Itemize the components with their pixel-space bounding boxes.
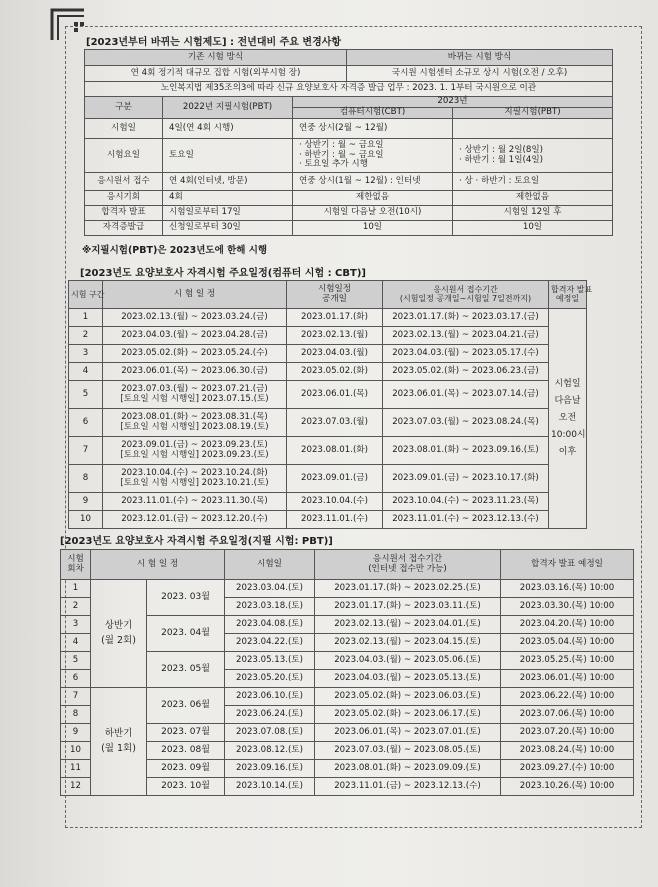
exam-date-cell — [103, 409, 287, 437]
col-2022-header: 2022년 지필시험(PBT) — [163, 97, 293, 119]
pbt-footnote: ※지필시험(PBT)은 2023년도에 한해 시행 — [82, 245, 268, 256]
cbt-open-header-line: 공개일 — [322, 293, 347, 304]
exam-date-cell — [103, 327, 287, 345]
exam-date-cell: 2023.08.12.(토) — [225, 742, 315, 760]
pbt-apply-header — [315, 550, 501, 580]
apply-period-cell: 2023.08.01.(화) ~ 2023.09.16.(토) — [383, 437, 549, 465]
cbt-apply-header — [383, 281, 549, 309]
apply-period-cell: 2023.02.13.(월) ~ 2023.04.15.(토) — [315, 634, 501, 652]
comparison-table — [84, 96, 613, 236]
exam-date-cell — [103, 381, 287, 409]
pbt-round-header — [61, 550, 91, 580]
apply-period-cell: 2023.06.01.(목) ~ 2023.07.01.(토) — [315, 724, 501, 742]
month-cell: 2023. 07월 — [147, 724, 225, 742]
apply-period-cell: 2023.11.01.(금) ~ 2023.12.13.(수) — [315, 778, 501, 796]
open-date-cell: 2023.04.03.(월) — [287, 345, 383, 363]
cbt-result-header-line: 예정일 — [555, 293, 580, 303]
result-date-cell: 2023.07.06.(목) 10:00 — [501, 706, 634, 724]
table-row — [69, 381, 587, 409]
round-cell: 4 — [69, 363, 103, 381]
table-row — [69, 437, 587, 465]
apply-period-cell: 2023.11.01.(수) ~ 2023.12.13.(수) — [383, 511, 549, 529]
old-method-header: 기존 시험 방식 — [85, 50, 347, 66]
cell-cbt: 제한없음 — [293, 191, 453, 206]
section3-title: [2023년도 요양보호사 자격시험 주요일정(지필 시험: PBT)] — [60, 536, 333, 547]
saturday-exam-note: [토요일 시험 시행일] 2023.10.21.(토) — [120, 477, 269, 488]
cell-2022: 4일(연 4회 시행) — [163, 119, 293, 139]
table-row — [61, 616, 634, 634]
cbt-apply-header-line: (시험일정 공개일~시험일 7일전까지) — [399, 293, 532, 303]
cell-cbt: 10일 — [293, 221, 453, 236]
apply-period-cell: 2023.04.03.(월) ~ 2023.05.17.(수) — [383, 345, 549, 363]
cell-2022: 연 4회(인터넷, 방문) — [163, 173, 293, 191]
cell-cbt: 연중 상시(1월 ~ 12월) : 인터넷 — [293, 173, 453, 191]
month-cell: 2023. 06월 — [147, 688, 225, 724]
open-date-cell: 2023.08.01.(화) — [287, 437, 383, 465]
half-year-frequency: (월 1회) — [101, 742, 136, 754]
half-year-frequency: (월 2회) — [101, 634, 136, 646]
table-row — [69, 493, 587, 511]
round-cell: 3 — [69, 345, 103, 363]
round-cell: 8 — [69, 465, 103, 493]
result-text-line: 다음날 — [554, 395, 581, 406]
pbt-apply-header-line: 응시원서 접수기간 — [372, 554, 443, 565]
result-date-cell: 2023.08.24.(목) 10:00 — [501, 742, 634, 760]
cell-cbt: 시험일 다음날 오전(10시) — [293, 206, 453, 221]
round-cell: 3 — [61, 616, 91, 634]
table-row — [69, 511, 587, 529]
apply-period-cell: 2023.01.17.(화) ~ 2023.02.25.(토) — [315, 580, 501, 598]
apply-period-cell: 2023.09.01.(금) ~ 2023.10.17.(화) — [383, 465, 549, 493]
exam-date-cell: 2023.06.10.(토) — [225, 688, 315, 706]
round-cell: 2 — [69, 327, 103, 345]
apply-period-cell: 2023.04.03.(월) ~ 2023.05.06.(토) — [315, 652, 501, 670]
apply-period-cell: 2023.08.01.(화) ~ 2023.09.09.(토) — [315, 760, 501, 778]
open-date-cell: 2023.07.03.(월) — [287, 409, 383, 437]
round-cell: 2 — [61, 598, 91, 616]
cell-2022: 시험일로부터 17일 — [163, 206, 293, 221]
table-row — [69, 345, 587, 363]
exam-date-cell — [103, 363, 287, 381]
open-date-cell: 2023.09.01.(금) — [287, 465, 383, 493]
new-method-cell: 국시원 시험센터 소규모 상시 시험(오전 / 오후) — [347, 66, 613, 82]
apply-period-cell: 2023.05.02.(화) ~ 2023.06.03.(토) — [315, 688, 501, 706]
table-row — [69, 309, 587, 327]
open-date-cell: 2023.05.02.(화) — [287, 363, 383, 381]
apply-period-cell: 2023.02.13.(월) ~ 2023.04.01.(토) — [315, 616, 501, 634]
exam-date-range: 2023.09.01.(금) ~ 2023.09.23.(토) — [121, 440, 268, 451]
result-text-line: 시험일 — [554, 378, 581, 389]
cell-cbt: 연중 상시(2월 ~ 12월) — [293, 119, 453, 139]
cbt-day-line: · 상반기 : 월 ~ 금요일 — [299, 140, 384, 151]
cell-cbt-multi — [293, 139, 453, 173]
table-row — [61, 580, 634, 598]
cell-pbt-multi — [453, 139, 613, 173]
law-note-cell: 노인복지법 제35조의3에 따라 신규 요양보호사 자격증 발급 업무 : 2023. 1. 1부터 국시원으로 이관 — [85, 82, 613, 97]
exam-date-cell: 2023.04.08.(토) — [225, 616, 315, 634]
exam-date-cell — [103, 493, 287, 511]
pbt-date-header: 시험일 — [225, 550, 315, 580]
cell-2022: 신청일로부터 30일 — [163, 221, 293, 236]
table-row — [61, 652, 634, 670]
exam-date-cell — [103, 511, 287, 529]
apply-period-cell: 2023.06.01.(목) ~ 2023.07.14.(금) — [383, 381, 549, 409]
change-table-top — [84, 49, 613, 97]
table-row — [69, 363, 587, 381]
round-cell: 1 — [61, 580, 91, 598]
apply-period-cell: 2023.07.03.(월) ~ 2023.08.05.(토) — [315, 742, 501, 760]
round-cell: 5 — [61, 652, 91, 670]
month-cell: 2023. 09월 — [147, 760, 225, 778]
cbt-round-header: 시험 구간 — [69, 281, 103, 309]
month-cell: 2023. 08월 — [147, 742, 225, 760]
result-date-cell: 2023.03.16.(목) 10:00 — [501, 580, 634, 598]
apply-period-cell: 2023.04.03.(월) ~ 2023.05.13.(토) — [315, 670, 501, 688]
cell-2022: 4회 — [163, 191, 293, 206]
pbt-schedule-header: 시 험 일 정 — [91, 550, 225, 580]
apply-period-cell: 2023.10.04.(수) ~ 2023.11.23.(목) — [383, 493, 549, 511]
round-cell: 1 — [69, 309, 103, 327]
pbt-round-header-line: 회차 — [67, 563, 84, 574]
col-pbt-header: 지필시험(PBT) — [453, 108, 613, 119]
saturday-exam-note: [토요일 시험 시행일] 2023.08.19.(토) — [120, 421, 269, 432]
round-cell: 7 — [69, 437, 103, 465]
result-text-line: 오전 — [558, 412, 577, 423]
exam-date-cell: 2023.05.20.(토) — [225, 670, 315, 688]
result-announcement-cell — [549, 309, 587, 529]
result-date-cell: 2023.06.01.(목) 10:00 — [501, 670, 634, 688]
pbt-result-header: 합격자 발표 예정일 — [501, 550, 634, 580]
exam-date-range: 2023.12.01.(금) ~ 2023.12.20.(수) — [121, 513, 268, 524]
saturday-exam-note: [토요일 시험 시행일] 2023.07.15.(토) — [120, 393, 269, 404]
exam-date-cell: 2023.05.13.(토) — [225, 652, 315, 670]
cell-pbt: 10일 — [453, 221, 613, 236]
exam-date-cell: 2023.03.04.(토) — [225, 580, 315, 598]
table-row — [69, 465, 587, 493]
result-date-cell: 2023.05.25.(목) 10:00 — [501, 652, 634, 670]
table-row — [61, 688, 634, 706]
result-date-cell: 2023.03.30.(목) 10:00 — [501, 598, 634, 616]
month-cell: 2023. 10월 — [147, 778, 225, 796]
half-year-cell — [91, 688, 147, 796]
open-date-cell: 2023.10.04.(수) — [287, 493, 383, 511]
table-row — [69, 327, 587, 345]
col-2023-header: 2023년 — [293, 97, 613, 108]
round-cell: 6 — [69, 409, 103, 437]
result-date-cell: 2023.07.20.(목) 10:00 — [501, 724, 634, 742]
apply-period-cell: 2023.05.02.(화) ~ 2023.06.23.(금) — [383, 363, 549, 381]
cbt-day-line: · 하반기 : 월 ~ 금요일 — [299, 149, 384, 160]
exam-date-cell: 2023.09.16.(토) — [225, 760, 315, 778]
round-cell: 7 — [61, 688, 91, 706]
apply-period-cell: 2023.05.02.(화) ~ 2023.06.17.(토) — [315, 706, 501, 724]
exam-date-cell: 2023.03.18.(토) — [225, 598, 315, 616]
row-label: 시험일 — [85, 119, 163, 139]
section1-title: [2023년부터 바뀌는 시험제도] : 전년대비 주요 변경사항 — [86, 37, 342, 48]
round-cell: 4 — [61, 634, 91, 652]
col-cbt-header: 컴퓨터시험(CBT) — [293, 108, 453, 119]
row-label: 시험요일 — [85, 139, 163, 173]
cbt-day-line: · 토요일 추가 시행 — [299, 159, 369, 170]
exam-date-range: 2023.07.03.(월) ~ 2023.07.21.(금) — [121, 384, 268, 395]
row-label: 응시기회 — [85, 191, 163, 206]
new-method-header: 바뀌는 시험 방식 — [347, 50, 613, 66]
saturday-exam-note: [토요일 시험 시행일] 2023.09.23.(토) — [120, 449, 269, 460]
row-label: 자격증발급 — [85, 221, 163, 236]
round-cell: 11 — [61, 760, 91, 778]
cbt-open-header — [287, 281, 383, 309]
open-date-cell: 2023.02.13.(월) — [287, 327, 383, 345]
round-cell: 9 — [69, 493, 103, 511]
month-cell: 2023. 03월 — [147, 580, 225, 616]
cell-pbt: 시험일 12일 후 — [453, 206, 613, 221]
pbt-round-header-line: 시험 — [67, 554, 84, 565]
exam-date-cell: 2023.06.24.(토) — [225, 706, 315, 724]
table-row — [61, 724, 634, 742]
apply-period-cell: 2023.02.13.(월) ~ 2023.04.21.(금) — [383, 327, 549, 345]
table-row — [61, 742, 634, 760]
round-cell: 10 — [61, 742, 91, 760]
exam-date-cell — [103, 309, 287, 327]
exam-date-range: 2023.10.04.(수) ~ 2023.10.24.(화) — [121, 468, 268, 479]
cbt-result-header-line: 합격자 발표 — [551, 284, 593, 294]
exam-date-cell — [103, 345, 287, 363]
cbt-result-header — [549, 281, 593, 309]
row-label: 합격자 발표 — [85, 206, 163, 221]
apply-period-cell: 2023.07.03.(월) ~ 2023.08.24.(목) — [383, 409, 549, 437]
result-date-cell: 2023.06.22.(목) 10:00 — [501, 688, 634, 706]
cell-2022: 토요일 — [163, 139, 293, 173]
pbt-apply-header-line: (인터넷 접수만 가능) — [368, 563, 447, 574]
pbt-day-line: · 상반기 : 월 2일(8일) — [459, 145, 544, 156]
row-label: 응시원서 접수 — [85, 173, 163, 191]
apply-period-cell: 2023.01.17.(화) ~ 2023.03.17.(금) — [383, 309, 549, 327]
result-date-cell: 2023.10.26.(목) 10:00 — [501, 778, 634, 796]
round-cell: 6 — [61, 670, 91, 688]
result-date-cell: 2023.04.20.(목) 10:00 — [501, 616, 634, 634]
result-date-cell: 2023.09.27.(수) 10:00 — [501, 760, 634, 778]
exam-date-range: 2023.11.01.(수) ~ 2023.11.30.(목) — [121, 495, 268, 506]
exam-date-cell: 2023.07.08.(토) — [225, 724, 315, 742]
exam-date-cell: 2023.10.14.(토) — [225, 778, 315, 796]
cell-pbt — [453, 119, 613, 139]
table-row — [69, 409, 587, 437]
half-year-label: 상반기 — [104, 620, 133, 632]
exam-date-range: 2023.08.01.(화) ~ 2023.08.31.(목) — [121, 412, 268, 423]
table-row — [61, 760, 634, 778]
exam-date-cell: 2023.04.22.(토) — [225, 634, 315, 652]
open-date-cell: 2023.01.17.(화) — [287, 309, 383, 327]
round-cell: 12 — [61, 778, 91, 796]
month-cell: 2023. 05월 — [147, 652, 225, 688]
exam-date-range: 2023.05.02.(화) ~ 2023.05.24.(수) — [121, 347, 268, 358]
half-year-cell — [91, 580, 147, 688]
round-cell: 10 — [69, 511, 103, 529]
cbt-apply-header-line: 응시원서 접수기간 — [433, 284, 498, 294]
section2-title: [2023년도 요양보호사 자격시험 주요일정(컴퓨터 시험 : CBT)] — [80, 268, 366, 279]
month-cell: 2023. 04월 — [147, 616, 225, 652]
cbt-schedule-table — [68, 280, 593, 529]
exam-date-cell — [103, 437, 287, 465]
round-cell: 8 — [61, 706, 91, 724]
table-row — [61, 778, 634, 796]
exam-date-range: 2023.04.03.(월) ~ 2023.04.28.(금) — [121, 329, 268, 340]
cbt-open-header-line: 시험일정 — [317, 284, 352, 295]
cell-pbt: 제한없음 — [453, 191, 613, 206]
pbt-day-line: · 하반기 : 월 1일(4일) — [459, 154, 544, 165]
result-text-line: 이후 — [558, 447, 577, 458]
col-kind-header: 구분 — [85, 97, 163, 119]
result-text-line: 10:00시 — [551, 430, 586, 441]
cell-pbt: · 상 · 하반기 : 토요일 — [453, 173, 613, 191]
round-cell: 5 — [69, 381, 103, 409]
open-date-cell: 2023.11.01.(수) — [287, 511, 383, 529]
result-date-cell: 2023.05.04.(목) 10:00 — [501, 634, 634, 652]
cbt-date-header: 시 험 일 정 — [103, 281, 287, 309]
old-method-cell: 연 4회 정기적 대규모 집합 시험(외부시험 장) — [85, 66, 347, 82]
exam-date-cell — [103, 465, 287, 493]
round-cell: 9 — [61, 724, 91, 742]
exam-date-range: 2023.02.13.(월) ~ 2023.03.24.(금) — [121, 311, 268, 322]
exam-date-range: 2023.06.01.(목) ~ 2023.06.30.(금) — [121, 365, 268, 376]
open-date-cell: 2023.06.01.(목) — [287, 381, 383, 409]
pbt-schedule-table — [60, 549, 634, 796]
half-year-label: 하반기 — [104, 728, 133, 740]
apply-period-cell: 2023.01.17.(화) ~ 2023.03.11.(토) — [315, 598, 501, 616]
